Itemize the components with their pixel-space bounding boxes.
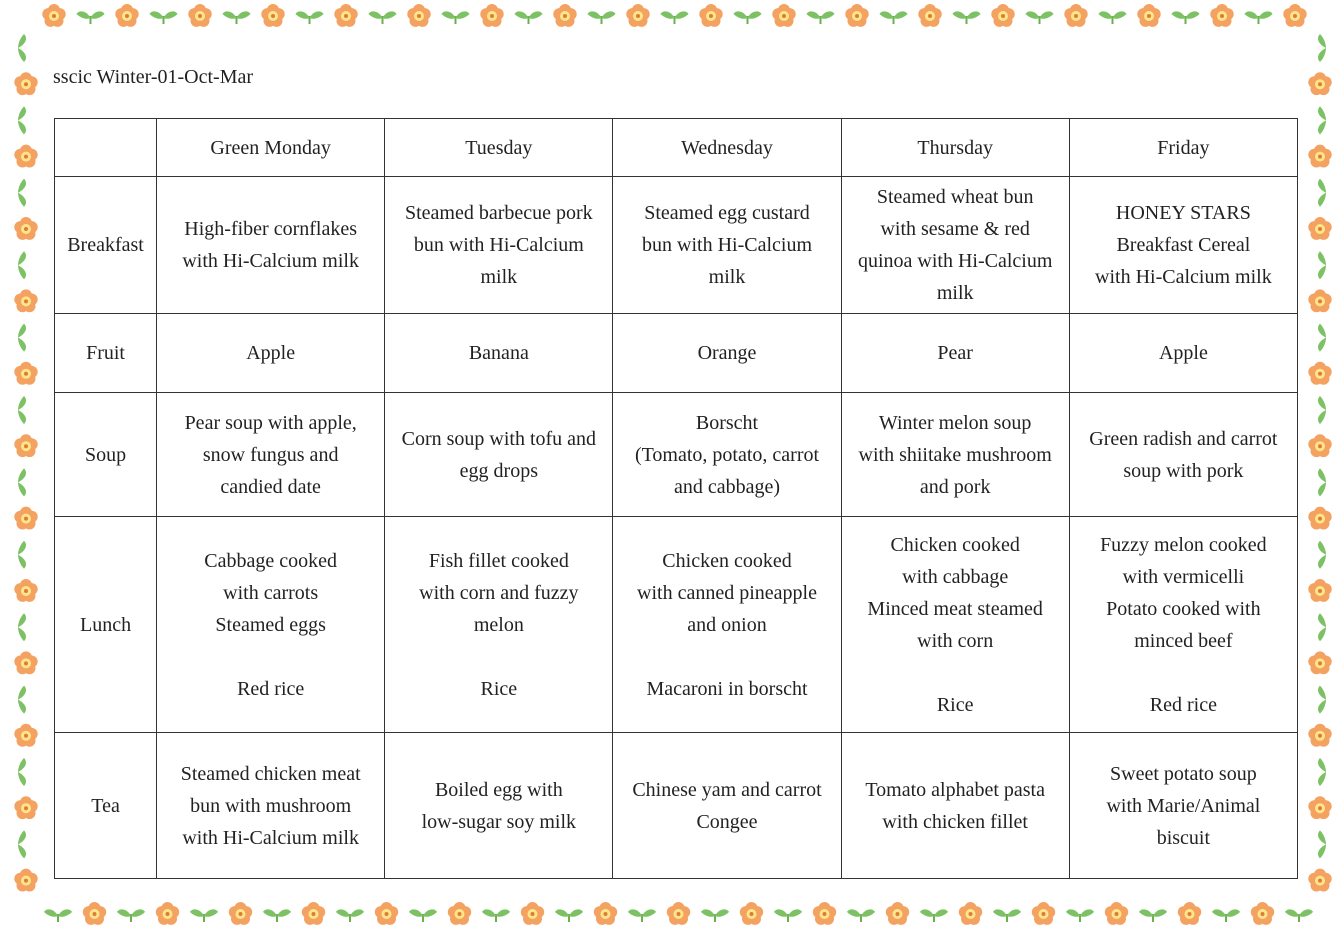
leaf-icon [1139, 909, 1167, 922]
flower-icon [14, 651, 37, 674]
leaf-icon [701, 909, 729, 922]
leaf-icon [18, 830, 26, 858]
menu-cell: Fish fillet cooked with corn and fuzzy melon Rice [385, 517, 613, 733]
flower-icon [1308, 72, 1331, 95]
leaf-icon [993, 909, 1021, 922]
leaf-icon [734, 11, 762, 24]
flower-icon [1178, 902, 1201, 925]
leaf-icon [117, 909, 145, 922]
leaf-icon [18, 179, 26, 207]
leaf-icon [1318, 541, 1326, 569]
leaf-icon [18, 106, 26, 134]
leaf-icon [1099, 11, 1127, 24]
meal-label-fruit: Fruit [55, 314, 157, 393]
menu-cell: Corn soup with tofu and egg drops [385, 393, 613, 517]
flower-icon [1308, 507, 1331, 530]
menu-cell: High-fiber cornflakes with Hi-Calcium milk [157, 177, 385, 314]
flower-icon [1308, 434, 1331, 457]
flower-icon [813, 902, 836, 925]
flower-icon [42, 4, 65, 27]
leaf-icon [1026, 11, 1054, 24]
flower-icon [334, 4, 357, 27]
menu-cell: Orange [613, 314, 841, 393]
leaf-icon [1318, 468, 1326, 496]
menu-cell: Boiled egg with low-sugar soy milk [385, 733, 613, 879]
flower-icon [959, 902, 982, 925]
flower-icon [594, 902, 617, 925]
meal-label-tea: Tea [55, 733, 157, 879]
leaf-icon [150, 11, 178, 24]
leaf-icon [296, 11, 324, 24]
menu-cell: Green radish and carrot soup with pork [1069, 393, 1297, 517]
leaf-icon [336, 909, 364, 922]
menu-cell: Chinese yam and carrot Congee [613, 733, 841, 879]
leaf-icon [1318, 251, 1326, 279]
leaf-icon [18, 468, 26, 496]
leaf-icon [1066, 909, 1094, 922]
day-header-thursday: Thursday [841, 119, 1069, 177]
flower-icon [521, 902, 544, 925]
leaf-icon [1318, 830, 1326, 858]
table-row-fruit [55, 314, 1298, 393]
flower-icon [1251, 902, 1274, 925]
leaf-icon [1318, 34, 1326, 62]
meal-label-lunch: Lunch [55, 517, 157, 733]
leaf-icon [18, 251, 26, 279]
leaf-icon [807, 11, 835, 24]
flower-icon [14, 72, 37, 95]
flower-icon [1308, 289, 1331, 312]
day-header-tuesday: Tuesday [385, 119, 613, 177]
flower-icon [1032, 902, 1055, 925]
menu-cell: Steamed chicken meat bun with mushroom with Hi-Calcium milk [157, 733, 385, 879]
menu-cell: Winter melon soup with shiitake mushroom and pork [841, 393, 1069, 517]
flower-icon [448, 902, 471, 925]
flower-icon [991, 4, 1014, 27]
flower-icon [1308, 145, 1331, 168]
table-row-tea [55, 733, 1298, 879]
leaf-icon [223, 11, 251, 24]
flower-icon [14, 507, 37, 530]
leaf-icon [369, 11, 397, 24]
leaf-icon [847, 909, 875, 922]
weekly-menu-table [54, 118, 1298, 879]
leaf-icon [1318, 396, 1326, 424]
flower-icon [188, 4, 211, 27]
flower-icon [480, 4, 503, 27]
menu-cell: Pear soup with apple, snow fungus and candied date [157, 393, 385, 517]
flower-icon [886, 902, 909, 925]
flower-icon [14, 796, 37, 819]
flower-icon [83, 902, 106, 925]
leaf-icon [18, 686, 26, 714]
day-header-monday: Green Monday [157, 119, 385, 177]
flower-icon [553, 4, 576, 27]
flower-icon [918, 4, 941, 27]
flower-icon [1105, 902, 1128, 925]
leaf-icon [774, 909, 802, 922]
leaf-icon [18, 324, 26, 352]
menu-cell: Fuzzy melon cooked with vermicelli Potato cooked with minced beef Red rice [1069, 517, 1297, 733]
flower-icon [772, 4, 795, 27]
leaf-icon [1212, 909, 1240, 922]
flower-icon [667, 902, 690, 925]
leaf-icon [409, 909, 437, 922]
page-title: sscic Winter-01-Oct-Mar [53, 66, 254, 88]
menu-cell: Chicken cooked with canned pineapple and onion Macaroni in borscht [613, 517, 841, 733]
flower-icon [14, 289, 37, 312]
flower-icon [1308, 362, 1331, 385]
flower-icon [375, 902, 398, 925]
leaf-icon [77, 11, 105, 24]
flower-icon [845, 4, 868, 27]
menu-cell: HONEY STARS Breakfast Cereal with Hi-Calcium milk [1069, 177, 1297, 314]
leaf-icon [953, 11, 981, 24]
leaf-icon [1318, 179, 1326, 207]
flower-icon [699, 4, 722, 27]
table-row-breakfast [55, 177, 1298, 314]
flower-icon [14, 579, 37, 602]
flower-icon [1283, 4, 1306, 27]
leaf-icon [555, 909, 583, 922]
leaf-icon [515, 11, 543, 24]
flower-icon [115, 4, 138, 27]
flower-icon [14, 434, 37, 457]
flower-icon [14, 217, 37, 240]
flower-icon [740, 902, 763, 925]
leaf-icon [482, 909, 510, 922]
menu-cell: Tomato alphabet pasta with chicken fillet [841, 733, 1069, 879]
flower-icon [14, 869, 37, 892]
leaf-icon [1245, 11, 1273, 24]
menu-cell: Steamed wheat bun with sesame & red quinoa with Hi-Calcium milk [841, 177, 1069, 314]
menu-cell: Banana [385, 314, 613, 393]
flower-icon [14, 145, 37, 168]
flower-icon [302, 902, 325, 925]
menu-cell: Apple [1069, 314, 1297, 393]
header-row [55, 119, 1298, 177]
day-header-friday: Friday [1069, 119, 1297, 177]
leaf-icon [190, 909, 218, 922]
leaf-icon [18, 613, 26, 641]
flower-icon [14, 724, 37, 747]
leaf-icon [442, 11, 470, 24]
table-row-soup [55, 393, 1298, 517]
flower-icon [1308, 651, 1331, 674]
flower-icon [1210, 4, 1233, 27]
day-header-wednesday: Wednesday [613, 119, 841, 177]
leaf-icon [1285, 909, 1313, 922]
menu-cell: Sweet potato soup with Marie/Animal biscuit [1069, 733, 1297, 879]
leaf-icon [44, 909, 72, 922]
flower-icon [261, 4, 284, 27]
leaf-icon [628, 909, 656, 922]
menu-cell: Steamed barbecue pork bun with Hi-Calcium milk [385, 177, 613, 314]
flower-icon [1308, 579, 1331, 602]
leaf-icon [1318, 686, 1326, 714]
flower-icon [1064, 4, 1087, 27]
flower-icon [1308, 724, 1331, 747]
leaf-icon [1318, 106, 1326, 134]
flower-icon [1308, 217, 1331, 240]
meal-label-soup: Soup [55, 393, 157, 517]
menu-cell: Chicken cooked with cabbage Minced meat steamed with corn Rice [841, 517, 1069, 733]
flower-icon [1308, 796, 1331, 819]
leaf-icon [18, 758, 26, 786]
menu-cell: Borscht (Tomato, potato, carrot and cabbage) [613, 393, 841, 517]
menu-cell: Pear [841, 314, 1069, 393]
leaf-icon [880, 11, 908, 24]
leaf-icon [588, 11, 616, 24]
leaf-icon [661, 11, 689, 24]
flower-icon [229, 902, 252, 925]
leaf-icon [18, 396, 26, 424]
leaf-icon [18, 541, 26, 569]
leaf-icon [1172, 11, 1200, 24]
flower-icon [626, 4, 649, 27]
leaf-icon [1318, 758, 1326, 786]
flower-icon [14, 362, 37, 385]
flower-icon [1308, 869, 1331, 892]
menu-cell: Steamed egg custard bun with Hi-Calcium milk [613, 177, 841, 314]
leaf-icon [1318, 613, 1326, 641]
leaf-icon [920, 909, 948, 922]
corner-cell [55, 119, 157, 177]
leaf-icon [18, 34, 26, 62]
table-row-lunch [55, 517, 1298, 733]
leaf-icon [263, 909, 291, 922]
meal-label-breakfast: Breakfast [55, 177, 157, 314]
flower-icon [407, 4, 430, 27]
menu-cell: Cabbage cooked with carrots Steamed eggs Red rice [157, 517, 385, 733]
flower-icon [156, 902, 179, 925]
flower-icon [1137, 4, 1160, 27]
leaf-icon [1318, 324, 1326, 352]
menu-cell: Apple [157, 314, 385, 393]
